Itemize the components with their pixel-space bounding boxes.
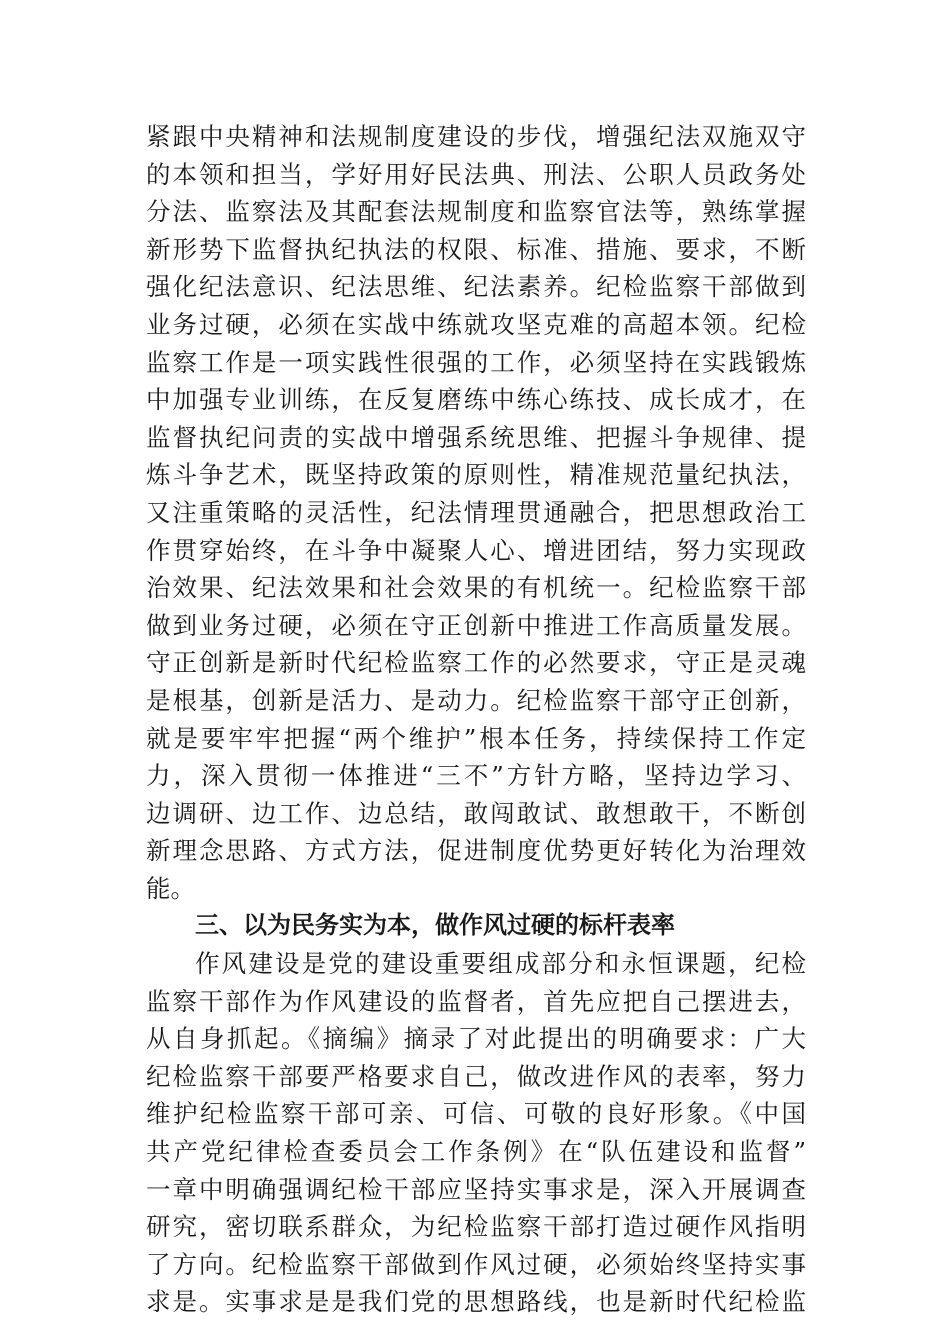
section-heading: 三、以为民务实为本，做作风过硬的标杆表率 <box>195 911 675 940</box>
paragraph-1 <box>146 118 806 907</box>
text-line: 治效果、纪法效果和社会效果的有机统一。纪检监察干部 <box>146 573 806 603</box>
text-line: 新理念思路、方式方法，促进制度优势更好转化为治理效 <box>146 836 806 866</box>
text-line: 纪检监察干部要严格要求自己，做改进作风的表率，努力 <box>146 1061 806 1091</box>
text-line: 作风建设是党的建设重要组成部分和永恒课题，纪检 <box>195 949 806 979</box>
text-line: 研究，密切联系群众，为纪检监察干部打造过硬作风指明 <box>146 1212 806 1242</box>
text-line: 的本领和担当，学好用好民法典、刑法、公职人员政务处 <box>146 159 806 189</box>
text-line: 中加强专业训练，在反复磨练中练心练技、成长成才，在 <box>146 385 806 415</box>
text-line: 业务过硬，必须在实战中练就攻坚克难的高超本领。纪检 <box>146 309 806 339</box>
text-line: 监督执纪问责的实战中增强系统思维、把握斗争规律、提 <box>146 422 806 452</box>
text-line: 分法、监察法及其配套法规制度和监察官法等，熟练掌握 <box>146 197 806 227</box>
text-line: 强化纪法意识、纪法思维、纪法素养。纪检监察干部做到 <box>146 272 806 302</box>
text-line: 求是。实事求是是我们党的思想路线，也是新时代纪检监 <box>146 1287 806 1317</box>
text-line: 监察工作是一项实践性很强的工作，必须坚持在实践锻炼 <box>146 347 806 377</box>
text-line: 维护纪检监察干部可亲、可信、可敬的良好形象。《中国 <box>146 1099 806 1129</box>
text-line: 作贯穿始终，在斗争中凝聚人心、增进团结，努力实现政 <box>146 535 806 565</box>
text-line: 新形势下监督执纪执法的权限、标准、措施、要求，不断 <box>146 234 806 264</box>
paragraph-2 <box>146 945 806 1321</box>
text-line: 边调研、边工作、边总结，敢闯敢试、敢想敢干，不断创 <box>146 798 806 828</box>
document-body <box>146 118 806 1321</box>
text-line: 一章中明确强调纪检干部应坚持实事求是，深入开展调查 <box>146 1174 806 1204</box>
text-line: 做到业务过硬，必须在守正创新中推进工作高质量发展。 <box>146 610 806 640</box>
text-line: 了方向。纪检监察干部做到作风过硬，必须始终坚持实事 <box>146 1249 806 1279</box>
text-line: 又注重策略的灵活性，纪法情理贯通融合，把思想政治工 <box>146 497 806 527</box>
text-line: 从自身抓起。《摘编》摘录了对此提出的明确要求：广大 <box>146 1024 806 1054</box>
text-line: 炼斗争艺术，既坚持政策的原则性，精准规范量纪执法， <box>146 460 806 490</box>
text-line: 能。 <box>146 873 195 903</box>
text-line: 守正创新是新时代纪检监察工作的必然要求，守正是灵魂 <box>146 648 806 678</box>
text-line: 力，深入贯彻一体推进“三不”方针方略，坚持边学习、 <box>146 761 806 791</box>
text-line: 是根基，创新是活力、是动力。纪检监察干部守正创新， <box>146 685 806 715</box>
text-line: 就是要牢牢把握“两个维护”根本任务，持续保持工作定 <box>146 723 806 753</box>
text-line: 监察干部作为作风建设的监督者，首先应把自己摆进去， <box>146 986 806 1016</box>
text-line: 紧跟中央精神和法规制度建设的步伐，增强纪法双施双守 <box>146 122 806 151</box>
text-line: 共产党纪律检查委员会工作条例》在“队伍建设和监督” <box>146 1137 806 1167</box>
